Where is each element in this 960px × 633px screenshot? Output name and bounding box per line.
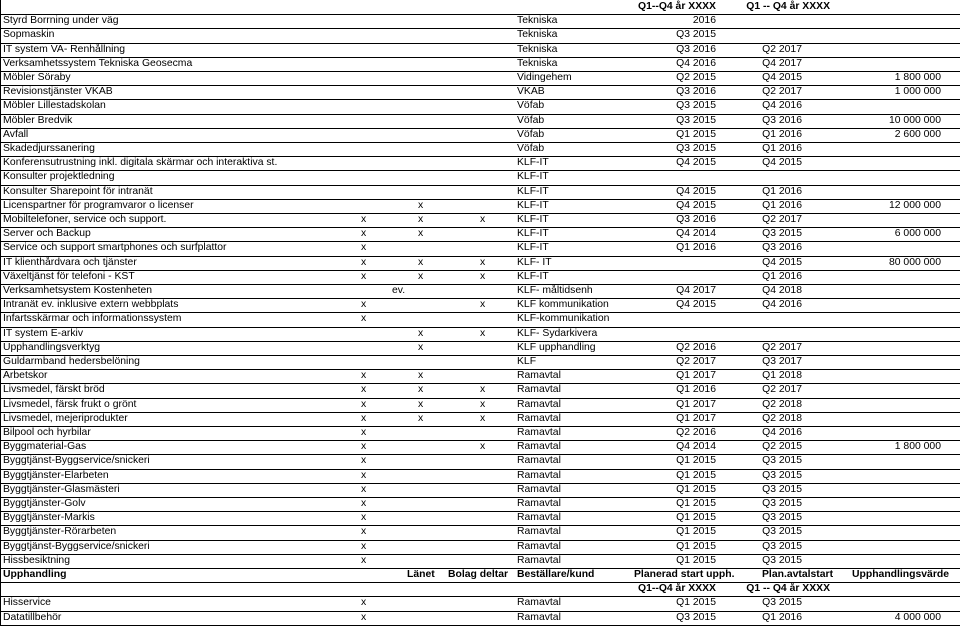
item-name: Byggtjänst-Byggservice/snickeri [3,455,150,467]
item-name: Hisservice [3,597,51,609]
participation-mark: x [361,469,367,481]
item-name: Byggmaterial-Gas [3,441,87,453]
header-lanet: Länet [407,569,435,580]
item-name: Byggtjänster-Elarbeten [3,469,109,481]
header-plan-avtalstart: Plan.avtalstart [762,569,834,580]
table-row [0,142,960,156]
contract-start: Q3 2016 [762,242,802,254]
participation-mark: x [418,214,424,225]
period-subheader [0,0,960,14]
contract-start: Q2 2017 [762,214,802,225]
period-start-subheader: Q1--Q4 år XXXX [638,583,716,595]
table-row [0,341,960,355]
planned-start: Q2 2017 [676,356,716,367]
customer: Vöfab [517,114,545,126]
participation-mark: x [361,441,367,453]
header-upphandlingsvarde: Upphandlingsvärde [852,569,949,580]
customer: Tekniska [517,15,558,27]
contract-start: Q2 2017 [762,86,802,98]
participation-mark: x [361,313,367,325]
procurement-value: 6 000 000 [894,228,941,240]
participation-mark: x [480,270,486,282]
planned-start: Q1 2015 [676,483,716,495]
row-divider [0,568,960,569]
customer: Ramavtal [517,469,561,481]
row-divider [0,582,960,583]
customer: Ramavtal [517,611,561,623]
customer: Ramavtal [517,526,561,538]
table-row [0,355,960,369]
participation-mark: x [361,299,367,311]
participation-mark: x [361,214,367,225]
contract-start: Q1 2016 [762,128,802,140]
header-bolag-deltar: Bolag deltar [448,569,509,580]
customer: Ramavtal [517,441,561,453]
item-name: Arbetskor [3,370,48,382]
planned-start: Q1 2016 [676,242,716,254]
item-name: IT system E-arkiv [3,327,84,339]
planned-start: Q2 2015 [676,72,716,83]
customer: KLF kommunikation [517,299,609,311]
participation-mark: x [418,228,424,240]
contract-start: Q1 2016 [762,270,802,282]
customer: Vöfab [517,100,545,112]
procurement-value: 12 000 000 [888,199,941,211]
table-row [0,128,960,142]
contract-start: Q3 2015 [762,455,802,467]
customer: Ramavtal [517,554,561,566]
participation-mark: x [361,228,367,240]
participation-mark: x [361,540,367,552]
planned-start: Q4 2015 [676,299,716,311]
planned-start: Q3 2016 [676,214,716,225]
item-name: Livsmedel, färskt bröd [3,384,105,396]
customer: VKAB [517,86,545,98]
customer: Ramavtal [517,427,561,438]
header-planerad-start: Planerad start upph. [634,569,735,580]
item-name: Revisionstjänster VKAB [3,86,113,98]
customer: Vöfab [517,128,545,140]
participation-note: ev. [392,285,406,296]
participation-mark: x [418,341,424,353]
table-row [0,28,960,42]
customer: KLF-IT [517,199,549,211]
participation-mark: x [480,327,486,339]
participation-mark: x [361,611,367,623]
participation-mark: x [361,512,367,524]
contract-start: Q4 2016 [762,100,802,112]
table-row [0,57,960,71]
planned-start: Q1 2016 [676,384,716,396]
item-name: Konsulter Sharepoint för intranät [3,185,153,197]
table-row [0,398,960,412]
customer: KLF-IT [517,270,549,282]
table-row [0,156,960,170]
planned-start: Q3 2015 [676,114,716,126]
contract-start: Q3 2015 [762,469,802,481]
item-name: Byggtjänster-Markis [3,512,95,524]
table-row [0,426,960,440]
planned-start: Q4 2014 [676,441,716,453]
participation-mark: x [418,256,424,268]
customer: KLF-IT [517,214,549,225]
table-row [0,213,960,227]
planned-start: Q4 2014 [676,228,716,240]
planned-start: Q3 2016 [676,86,716,98]
planned-start: Q1 2017 [676,370,716,382]
table-row [0,611,960,625]
planned-start: Q4 2015 [676,157,716,169]
table-row [0,284,960,298]
contract-start: Q4 2015 [762,157,802,169]
participation-mark: x [480,398,486,410]
customer: KLF upphandling [517,341,596,353]
customer: Ramavtal [517,498,561,509]
customer: Ramavtal [517,483,561,495]
procurement-value: 1 800 000 [894,72,941,83]
row-divider [0,625,960,626]
contract-start: Q4 2015 [762,256,802,268]
contract-start: Q1 2018 [762,370,802,382]
table-row [0,99,960,113]
table-row [0,440,960,454]
table-row [0,170,960,184]
participation-mark: x [361,455,367,467]
header-upphandling: Upphandling [3,569,67,580]
table-row [0,241,960,255]
table-row [0,483,960,497]
item-name: Byggtjänster-Rörarbeten [3,526,117,538]
item-name: Möbler Lillestadskolan [3,100,106,112]
table-row [0,369,960,383]
item-name: Mobiltelefoner, service och support. [3,214,167,225]
planned-start: Q1 2015 [676,540,716,552]
contract-start: Q3 2015 [762,498,802,509]
participation-mark: x [361,597,367,609]
customer: KLF-IT [517,157,549,169]
item-name: Byggtjänster-Golv [3,498,86,509]
planned-start: Q3 2015 [676,29,716,41]
participation-mark: x [418,370,424,382]
participation-mark: x [418,270,424,282]
procurement-value: 4 000 000 [894,611,941,623]
contract-start: Q2 2017 [762,341,802,353]
contract-start: Q4 2018 [762,285,802,296]
item-name: Verksamhetssystem Tekniska Geosecma [3,57,193,69]
customer: Ramavtal [517,412,561,424]
customer: Ramavtal [517,370,561,382]
sheet-left-border [0,0,1,625]
planned-start: Q1 2015 [676,498,716,509]
table-row [0,270,960,284]
customer: Tekniska [517,29,558,41]
customer: KLF-IT [517,185,549,197]
planned-start: Q1 2015 [676,554,716,566]
item-name: IT system VA- Renhållning [3,43,126,55]
table-row [0,114,960,128]
contract-start: Q1 2016 [762,143,802,154]
planned-start: Q3 2015 [676,611,716,623]
table-row [0,540,960,554]
contract-start: Q3 2015 [762,483,802,495]
planned-start: 2016 [692,15,716,27]
customer: Ramavtal [517,384,561,396]
item-name: Guldarmband hedersbelöning [3,356,140,367]
planned-start: Q3 2015 [676,143,716,154]
table-row [0,469,960,483]
customer: Ramavtal [517,398,561,410]
contract-start: Q4 2016 [762,427,802,438]
item-name: Konsulter projektledning [3,171,115,183]
customer: Tekniska [517,57,558,69]
table-row [0,227,960,241]
customer: KLF-kommunikation [517,313,610,325]
planned-start: Q1 2017 [676,398,716,410]
customer: Ramavtal [517,597,561,609]
item-name: Avfall [3,128,29,140]
period-start-subheader: Q1--Q4 år XXXX [638,1,716,12]
customer: KLF- måltidsenh [517,285,593,296]
table-row [0,43,960,57]
table-row [0,511,960,525]
participation-mark: x [480,256,486,268]
contract-start: Q1 2016 [762,185,802,197]
period-end-subheader: Q1 -- Q4 år XXXX [746,583,830,595]
procurement-value: 2 600 000 [894,128,941,140]
contract-start: Q2 2017 [762,384,802,396]
item-name: Byggtjänster-Glasmästeri [3,483,120,495]
contract-start: Q1 2016 [762,611,802,623]
table-row [0,596,960,610]
participation-mark: x [361,370,367,382]
item-name: Datatillbehör [3,611,62,623]
table-row [0,14,960,28]
participation-mark: x [361,526,367,538]
table-row [0,298,960,312]
customer: Vöfab [517,143,545,154]
table-row [0,256,960,270]
procurement-value: 1 800 000 [894,441,941,453]
column-header-row [0,568,960,582]
customer: Tekniska [517,43,558,55]
planned-start: Q1 2015 [676,455,716,467]
participation-mark: x [480,384,486,396]
participation-mark: x [361,270,367,282]
procurement-value: 80 000 000 [888,256,941,268]
table-row [0,383,960,397]
planned-start: Q2 2016 [676,427,716,438]
planned-start: Q1 2015 [676,128,716,140]
table-row [0,199,960,213]
contract-start: Q2 2017 [762,43,802,55]
table-row [0,71,960,85]
item-name: Upphandlingsverktyg [3,341,101,353]
header-bestallare: Beställare/kund [517,569,595,580]
procurement-value: 10 000 000 [888,114,941,126]
planned-start: Q4 2015 [676,185,716,197]
item-name: Möbler Bredvik [3,114,73,126]
contract-start: Q4 2015 [762,72,802,83]
item-name: Livsmedel, färsk frukt o grönt [3,398,137,410]
planned-start: Q1 2017 [676,412,716,424]
participation-mark: x [361,242,367,254]
participation-mark: x [361,384,367,396]
item-name: Styrd Borrning under väg [3,15,119,27]
participation-mark: x [418,398,424,410]
item-name: Sopmaskin [3,29,55,41]
table-row [0,525,960,539]
customer: Ramavtal [517,540,561,552]
contract-start: Q3 2016 [762,114,802,126]
contract-start: Q2 2018 [762,412,802,424]
participation-mark: x [361,398,367,410]
customer: KLF-IT [517,242,549,254]
planned-start: Q3 2016 [676,43,716,55]
procurement-value: 1 000 000 [894,86,941,98]
participation-mark: x [361,554,367,566]
participation-mark: x [480,214,486,225]
contract-start: Q3 2015 [762,540,802,552]
item-name: Infartsskärmar och informationssystem [3,313,182,325]
item-name: Service och support smartphones och surfplattor [3,242,227,254]
participation-mark: x [361,256,367,268]
item-name: Skadedjurssanering [3,143,95,154]
item-name: IT klienthårdvara och tjänster [3,256,137,268]
participation-mark: x [418,327,424,339]
participation-mark: x [361,427,367,438]
period-end-subheader: Q1 -- Q4 år XXXX [746,1,830,12]
planned-start: Q4 2016 [676,57,716,69]
item-name: Verksamhetsystem Kostenheten [3,285,153,296]
customer: Ramavtal [517,512,561,524]
planned-start: Q4 2015 [676,199,716,211]
customer: KLF-IT [517,228,549,240]
contract-start: Q3 2015 [762,597,802,609]
contract-start: Q3 2017 [762,356,802,367]
contract-start: Q2 2018 [762,398,802,410]
planned-start: Q1 2015 [676,526,716,538]
customer: KLF-IT [517,171,549,183]
table-row [0,85,960,99]
participation-mark: x [480,441,486,453]
participation-mark: x [480,412,486,424]
table-row [0,497,960,511]
planned-start: Q4 2017 [676,285,716,296]
participation-mark: x [480,299,486,311]
contract-start: Q3 2015 [762,512,802,524]
item-name: Byggtjänst-Byggservice/snickeri [3,540,150,552]
table-row [0,185,960,199]
participation-mark: x [361,483,367,495]
participation-mark: x [361,412,367,424]
participation-mark: x [418,412,424,424]
participation-mark: x [418,199,424,211]
item-name: Växeltjänst för telefoni - KST [3,270,135,282]
contract-start: Q3 2015 [762,228,802,240]
participation-mark: x [361,498,367,509]
table-row [0,554,960,568]
customer: KLF [517,356,537,367]
table-row [0,327,960,341]
planned-start: Q3 2015 [676,100,716,112]
item-name: Livsmedel, mejeriprodukter [3,412,128,424]
contract-start: Q1 2016 [762,199,802,211]
item-name: Server och Backup [3,228,91,240]
item-name: Licenspartner för programvaror o licenser [3,199,194,211]
contract-start: Q2 2015 [762,441,802,453]
table-row [0,454,960,468]
item-name: Bilpool och hyrbilar [3,427,91,438]
contract-start: Q4 2016 [762,299,802,311]
customer: Ramavtal [517,455,561,467]
customer: KLF- IT [517,256,552,268]
planned-start: Q1 2015 [676,469,716,481]
participation-mark: x [418,384,424,396]
item-name: Konferensutrustning inkl. digitala skärmar och interaktiva st. [3,157,278,169]
contract-start: Q3 2015 [762,554,802,566]
item-name: Intranät ev. inklusive extern webbplats [3,299,179,311]
item-name: Möbler Söraby [3,72,71,83]
planned-start: Q2 2016 [676,341,716,353]
contract-start: Q3 2015 [762,526,802,538]
period-subheader-bottom [0,582,960,596]
table-row [0,312,960,326]
customer: KLF- Sydarkivera [517,327,598,339]
contract-start: Q4 2017 [762,57,802,69]
planned-start: Q1 2015 [676,597,716,609]
item-name: Hissbesiktning [3,554,70,566]
planned-start: Q1 2015 [676,512,716,524]
table-row [0,412,960,426]
customer: Vidingehem [517,72,572,83]
